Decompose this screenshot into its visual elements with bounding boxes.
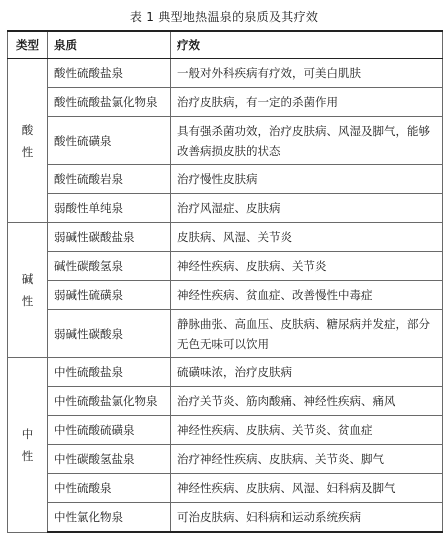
- table-row: [8, 223, 443, 252]
- effect-cell: 静脉曲张、高血压、皮肤病、糖尿病并发症，部分无色无味可以饮用: [171, 310, 443, 358]
- spring-cell: 弱碱性碳酸泉: [48, 310, 171, 358]
- effect-cell: 神经性疾病、皮肤病、风湿、妇科病及脚气: [171, 474, 443, 503]
- spring-cell: 中性碳酸氢盐泉: [48, 445, 171, 474]
- header-type: 类型: [8, 31, 48, 59]
- header-effect: 疗效: [171, 31, 443, 59]
- table-row: [8, 474, 443, 503]
- table-row: [8, 117, 443, 165]
- header-row: [8, 31, 443, 59]
- table-caption: 表 1 典型地热温泉的泉质及其疗效: [129, 10, 319, 24]
- spring-cell: 中性硫酸盐氯化物泉: [48, 387, 171, 416]
- table-row: [8, 194, 443, 223]
- type-char: 性: [21, 448, 34, 463]
- spring-cell: 酸性硫酸岩泉: [48, 165, 171, 194]
- effect-cell: 具有强杀菌功效，治疗皮肤病、风湿及脚气，能够改善病损皮肤的状态: [171, 117, 443, 165]
- type-char: 性: [21, 144, 34, 159]
- spring-cell: 中性氯化物泉: [48, 503, 171, 533]
- effect-cell: 皮肤病、风湿、关节炎: [171, 223, 443, 252]
- effect-cell: 可治皮肤病、妇科病和运动系统疾病: [171, 503, 443, 533]
- spring-cell: 碱性碳酸氢泉: [48, 252, 171, 281]
- type-char: 酸: [21, 122, 34, 137]
- spring-cell: 弱酸性单纯泉: [48, 194, 171, 223]
- effect-cell: 治疗皮肤病，有一定的杀菌作用: [171, 88, 443, 117]
- spring-cell: 酸性硫酸盐泉: [48, 59, 171, 88]
- table-row: [8, 445, 443, 474]
- spring-cell: 弱碱性硫磺泉: [48, 281, 171, 310]
- table-row: [8, 387, 443, 416]
- effect-cell: 神经性疾病、皮肤病、关节炎: [171, 252, 443, 281]
- table-row: [8, 165, 443, 194]
- effect-cell: 治疗关节炎、筋肉酸痛、神经性疾病、痛风: [171, 387, 443, 416]
- type-char: 碱: [21, 272, 34, 286]
- effect-cell: 治疗慢性皮肤病: [171, 165, 443, 194]
- type-cell-neutral: [8, 358, 48, 533]
- header-spring: 泉质: [48, 31, 171, 59]
- spring-cell: 酸性硫酸盐氯化物泉: [48, 88, 171, 117]
- type-char: 中: [21, 426, 34, 441]
- spring-cell: 中性硫酸硫磺泉: [48, 416, 171, 445]
- type-cell-acidic: [8, 59, 48, 223]
- spring-cell: 酸性硫磺泉: [48, 117, 171, 165]
- spring-cell: 中性硫酸泉: [48, 474, 171, 503]
- type-char: 性: [21, 294, 34, 308]
- table-row: [8, 59, 443, 88]
- effect-cell: 硫磺味浓，治疗皮肤病: [171, 358, 443, 387]
- type-cell-alkaline: [8, 223, 48, 358]
- table-row: [8, 281, 443, 310]
- effect-cell: 神经性疾病、皮肤病、关节炎、贫血症: [171, 416, 443, 445]
- effect-cell: 治疗风湿症、皮肤病: [171, 194, 443, 223]
- table-row: [8, 310, 443, 358]
- table-row: [8, 503, 443, 533]
- table-row: [8, 252, 443, 281]
- table-row: [8, 416, 443, 445]
- spring-cell: 弱碱性碳酸盐泉: [48, 223, 171, 252]
- table-row: [8, 358, 443, 387]
- spring-cell: 中性硫酸盐泉: [48, 358, 171, 387]
- effect-cell: 一般对外科疾病有疗效，可美白肌肤: [171, 59, 443, 88]
- table-row: [8, 88, 443, 117]
- hot-spring-table: [7, 30, 443, 533]
- effect-cell: 治疗神经性疾病、皮肤病、关节炎、脚气: [171, 445, 443, 474]
- effect-cell: 神经性疾病、贫血症、改善慢性中毒症: [171, 281, 443, 310]
